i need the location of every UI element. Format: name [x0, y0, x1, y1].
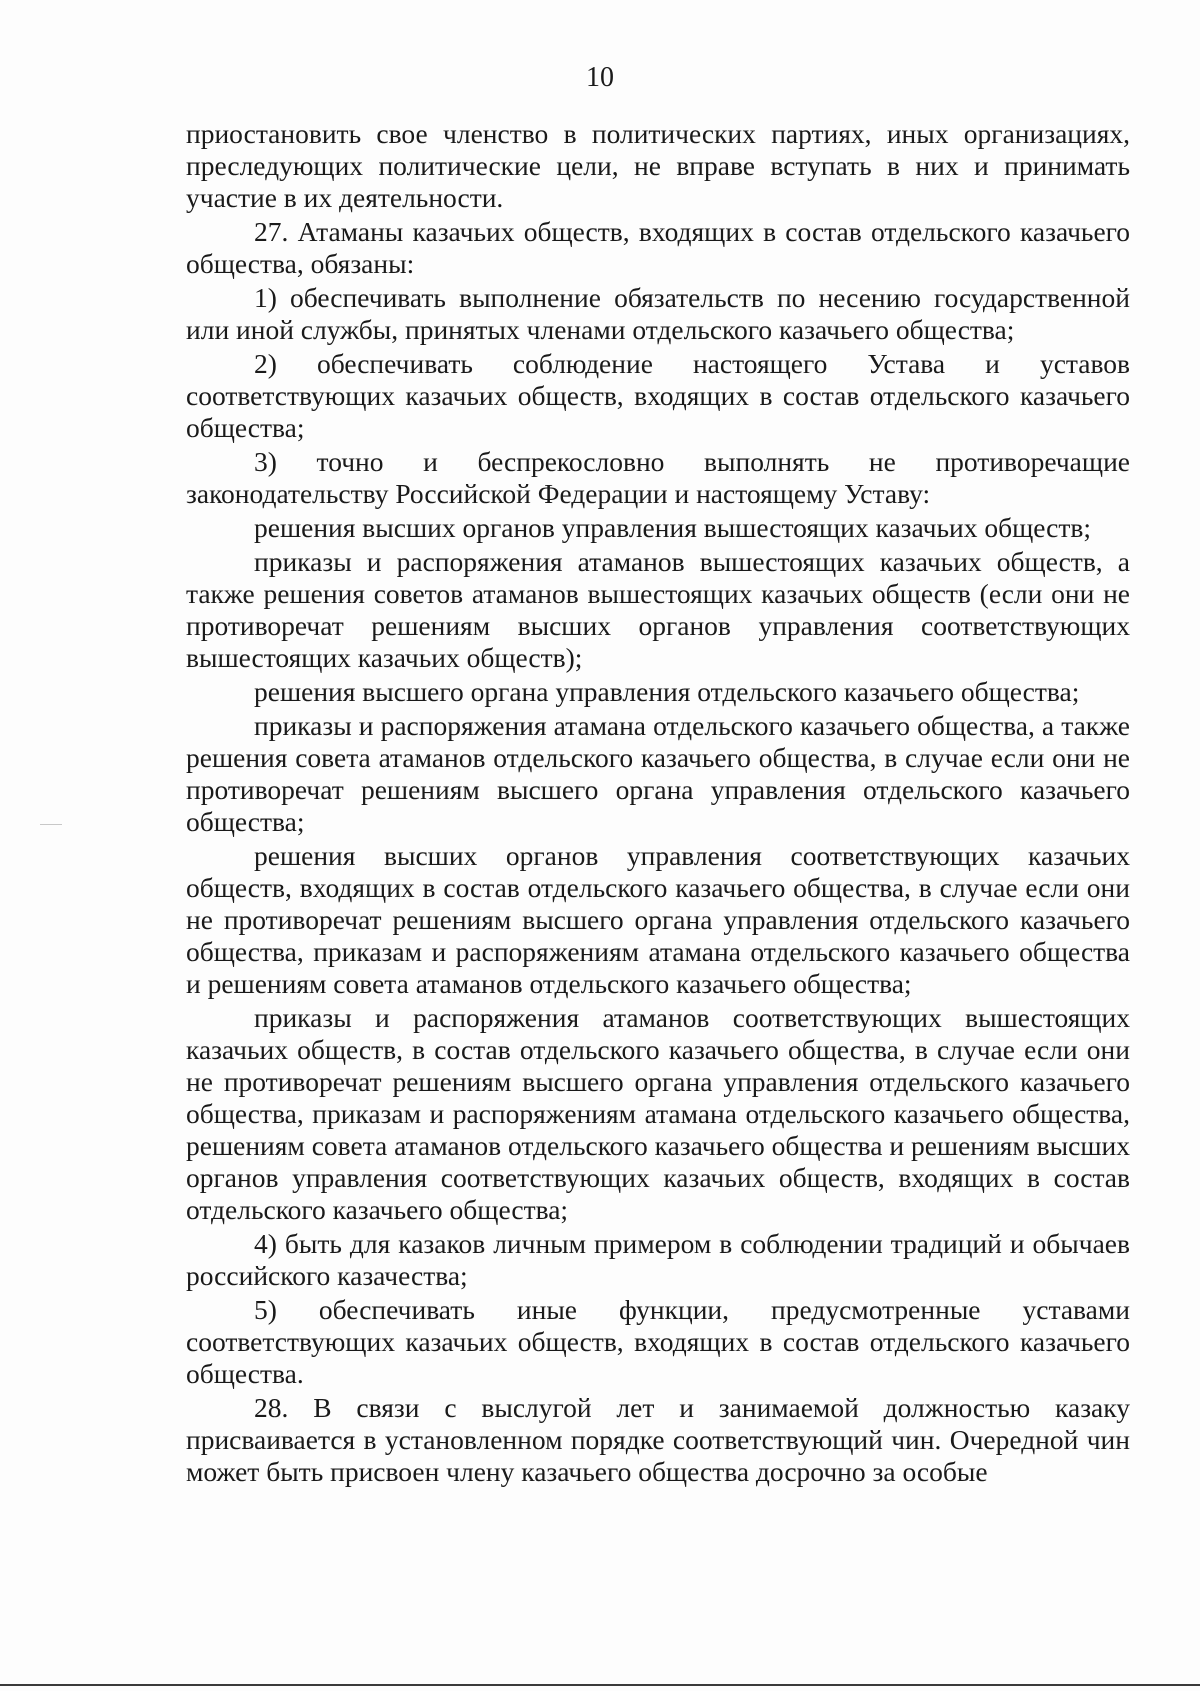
paragraph: приостановить свое членство в политических партиях, иных организациях, преследующих политические цели, не вправе вступать в них и принимать участие в их деятельности. — [186, 118, 1130, 213]
sub-item: решения высшего органа управления отдельского казачьего общества; — [254, 676, 1080, 707]
sub-item: приказы и распоряжения атамана отдельского казачьего общества, а также решения совета атаманов отдельского казачьего общества, в случае если они не противоречат решениям высшего органа управления отдельского казачьего общества; — [186, 710, 1130, 837]
sub-item: решения высших органов управления соответствующих казачьих обществ, входящих в состав отдельского казачьего общества, в случае если они не противоречат решениям высшего органа управления отдельского казачьего общества, приказам и распоряжениям атамана отдельского казачьего общества и решениям совета атаманов отдельского казачьего общества; — [186, 840, 1130, 999]
paragraph: 27. Атаманы казачьих обществ, входящих в состав отдельского казачьего общества, обязаны: — [186, 216, 1130, 279]
list-item: 4) быть для казаков личным примером в соблюдении традиций и обычаев российского казачества; — [186, 1228, 1130, 1291]
sub-item: решения высших органов управления вышестоящих казачьих обществ; — [254, 512, 1091, 543]
sub-item: приказы и распоряжения атаманов вышестоящих казачьих обществ, а также решения советов атаманов вышестоящих казачьих обществ (если они не противоречат решениям высших органов управления соответствующих вышестоящих казачьих обществ); — [186, 546, 1130, 673]
page-number: 10 — [586, 62, 614, 93]
paragraph: 28. В связи с выслугой лет и занимаемой должностью казаку присваивается в установленном порядке соответствующий чин. Очередной чин может быть присвоен члену казачьего общества досрочно за особые — [186, 1392, 1130, 1487]
list-item: 5) обеспечивать иные функции, предусмотренные уставами соответствующих казачьих обществ, входящих в состав отдельского казачьего общества. — [186, 1294, 1130, 1389]
bottom-edge-line — [0, 1684, 1200, 1686]
sub-item: приказы и распоряжения атаманов соответствующих вышестоящих казачьих обществ, в состав отдельского казачьего общества, в случае если они не противоречат решениям высшего органа управления отдельского казачьего общества, приказам и распоряжениям атамана отдельского казачьего общества, решениям совета атаманов отдельского казачьего общества и решениям высших органов управления соответствующих казачьих обществ, входящих в состав отдельского казачьего общества; — [186, 1002, 1130, 1225]
document-body — [186, 118, 1130, 1488]
list-item: 3) точно и беспрекословно выполнять не противоречащие законодательству Российской Федерации и настоящему Уставу: — [186, 446, 1130, 509]
list-item: 1) обеспечивать выполнение обязательств по несению государственной или иной службы, принятых членами отдельского казачьего общества; — [186, 282, 1130, 345]
scan-mark — [40, 824, 62, 825]
list-item: 2) обеспечивать соблюдение настоящего Устава и уставов соответствующих казачьих обществ, входящих в состав отдельского казачьего общества; — [186, 348, 1130, 443]
